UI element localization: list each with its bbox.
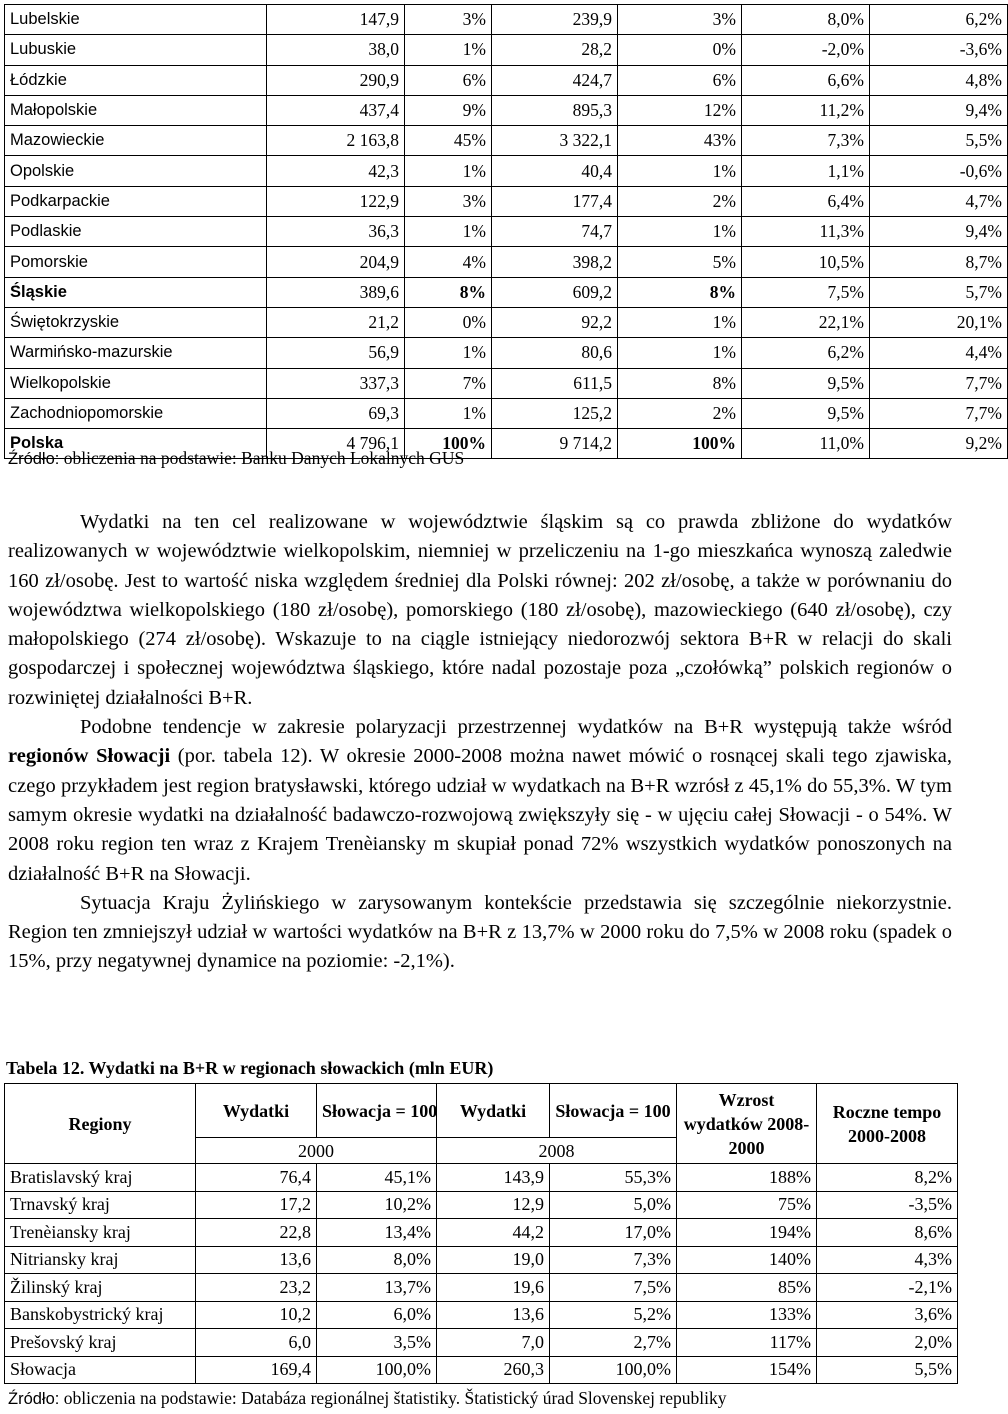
cell-v1: 36,3 [267, 217, 405, 247]
cell-v2: 177,4 [492, 186, 618, 216]
table-row [5, 247, 1008, 277]
cell-g2: 4,4% [870, 338, 1008, 368]
cell-v1: 56,9 [267, 338, 405, 368]
region-name: Małopolskie [5, 95, 267, 125]
table-row [5, 1191, 958, 1219]
cell-w2: 7,0 [437, 1329, 550, 1357]
region-name: Trnavský kraj [5, 1191, 196, 1219]
cell-s1: 4% [405, 247, 492, 277]
region-name: Łódzkie [5, 65, 267, 95]
cell-g2: 9,2% [870, 429, 1008, 459]
cell-p2: 100,0% [550, 1356, 677, 1384]
cell-g1: -2,0% [742, 35, 870, 65]
cell-g1: 9,5% [742, 398, 870, 428]
table-row [5, 35, 1008, 65]
region-name: Lubuskie [5, 35, 267, 65]
table-row [5, 1219, 958, 1247]
region-name: Prešovský kraj [5, 1329, 196, 1357]
cell-g2: 4,8% [870, 65, 1008, 95]
header-slowacja-2000: Słowacja = 100 [317, 1084, 437, 1138]
header-year-2008: 2008 [437, 1138, 677, 1164]
cell-p1: 10,2% [317, 1191, 437, 1219]
region-name: Zachodniopomorskie [5, 398, 267, 428]
cell-s2: 8% [618, 368, 742, 398]
cell-g1: 6,2% [742, 338, 870, 368]
cell-wz: 194% [677, 1219, 817, 1247]
cell-s2: 8% [618, 277, 742, 307]
cell-g1: 10,5% [742, 247, 870, 277]
cell-s1: 100% [405, 429, 492, 459]
cell-w1: 17,2 [196, 1191, 317, 1219]
cell-w2: 12,9 [437, 1191, 550, 1219]
cell-rt: 5,5% [817, 1356, 958, 1384]
region-name: Trenèiansky kraj [5, 1219, 196, 1247]
cell-rt: 4,3% [817, 1246, 958, 1274]
cell-wz: 188% [677, 1164, 817, 1192]
cell-v1: 437,4 [267, 95, 405, 125]
cell-s1: 3% [405, 5, 492, 35]
cell-s1: 1% [405, 398, 492, 428]
cell-rt: -2,1% [817, 1274, 958, 1302]
cell-g1: 8,0% [742, 5, 870, 35]
header-wydatki-2008: Wydatki [437, 1084, 550, 1138]
region-name: Žilinský kraj [5, 1274, 196, 1302]
cell-v2: 92,2 [492, 307, 618, 337]
header-year-2000: 2000 [196, 1138, 437, 1164]
cell-rt: 8,6% [817, 1219, 958, 1247]
cell-p1: 13,7% [317, 1274, 437, 1302]
cell-p2: 55,3% [550, 1164, 677, 1192]
cell-v2: 609,2 [492, 277, 618, 307]
cell-s1: 1% [405, 338, 492, 368]
cell-v1: 122,9 [267, 186, 405, 216]
cell-s2: 1% [618, 217, 742, 247]
cell-s2: 5% [618, 247, 742, 277]
region-name: Lubelskie [5, 5, 267, 35]
cell-s2: 100% [618, 429, 742, 459]
cell-s1: 3% [405, 186, 492, 216]
cell-w1: 22,8 [196, 1219, 317, 1247]
cell-w1: 6,0 [196, 1329, 317, 1357]
cell-v2: 611,5 [492, 368, 618, 398]
region-name: Słowacja [5, 1356, 196, 1384]
cell-wz: 140% [677, 1246, 817, 1274]
cell-p1: 100,0% [317, 1356, 437, 1384]
cell-v1: 4 796,1 [267, 429, 405, 459]
cell-s2: 0% [618, 35, 742, 65]
cell-s2: 6% [618, 65, 742, 95]
cell-s1: 1% [405, 217, 492, 247]
cell-wz: 133% [677, 1301, 817, 1329]
cell-s2: 3% [618, 5, 742, 35]
paragraph-2-end: (por. tabela 12). W okresie 2000-2008 można nawet mówić o rosnącej skali tego zjawiska, czego przykładem jest region bratysławski, którego udział w wydatkach na B+R wzrósł z 45,1% do 55,3%. W tym samym okresie wydatki na działalność badawczo-rozwojową zwiększyły się - w ujęciu całej Słowacji - o 54%. W 2008 roku region ten wraz z Krajem Trenèiansky m skupiał ponad 72% wszystkich wydatków ponoszonych na działalność B+R na Słowacji. [8, 745, 952, 885]
region-name: Banskobystrický kraj [5, 1301, 196, 1329]
table-row [5, 1274, 958, 1302]
table-row [5, 1329, 958, 1357]
cell-wz: 75% [677, 1191, 817, 1219]
region-name: Śląskie [5, 277, 267, 307]
body-text [8, 508, 952, 977]
cell-p2: 7,5% [550, 1274, 677, 1302]
table-row [5, 186, 1008, 216]
cell-g2: -0,6% [870, 156, 1008, 186]
cell-s2: 2% [618, 398, 742, 428]
cell-g1: 11,2% [742, 95, 870, 125]
region-name: Pomorskie [5, 247, 267, 277]
cell-p1: 13,4% [317, 1219, 437, 1247]
cell-g2: 4,7% [870, 186, 1008, 216]
cell-v2: 9 714,2 [492, 429, 618, 459]
cell-g2: 7,7% [870, 368, 1008, 398]
cell-p1: 6,0% [317, 1301, 437, 1329]
cell-g2: 7,7% [870, 398, 1008, 428]
cell-s1: 8% [405, 277, 492, 307]
cell-p2: 17,0% [550, 1219, 677, 1247]
cell-s2: 43% [618, 126, 742, 156]
paragraph-2-start: Podobne tendencje w zakresie polaryzacji przestrzennej wydatków na B+R występują także wśród [80, 716, 952, 739]
table-row [5, 277, 1008, 307]
cell-w1: 13,6 [196, 1246, 317, 1274]
cell-w2: 19,6 [437, 1274, 550, 1302]
cell-v1: 38,0 [267, 35, 405, 65]
header-wydatki-2000: Wydatki [196, 1084, 317, 1138]
cell-rt: 8,2% [817, 1164, 958, 1192]
cell-v2: 398,2 [492, 247, 618, 277]
cell-v1: 42,3 [267, 156, 405, 186]
cell-wz: 154% [677, 1356, 817, 1384]
cell-w1: 169,4 [196, 1356, 317, 1384]
cell-w1: 23,2 [196, 1274, 317, 1302]
cell-g1: 9,5% [742, 368, 870, 398]
region-name: Podkarpackie [5, 186, 267, 216]
region-name: Bratislavský kraj [5, 1164, 196, 1192]
region-name: Świętokrzyskie [5, 307, 267, 337]
cell-g1: 6,6% [742, 65, 870, 95]
cell-g2: -3,6% [870, 35, 1008, 65]
cell-v2: 3 322,1 [492, 126, 618, 156]
table1-source [8, 448, 464, 469]
cell-s1: 1% [405, 156, 492, 186]
cell-g1: 6,4% [742, 186, 870, 216]
source-prefix: Źródło: [8, 450, 60, 468]
cell-p2: 5,0% [550, 1191, 677, 1219]
table2-caption: Tabela 12. Wydatki na B+R w regionach słowackich (mln EUR) [6, 1058, 494, 1078]
cell-s2: 2% [618, 186, 742, 216]
cell-p1: 8,0% [317, 1246, 437, 1274]
cell-v1: 337,3 [267, 368, 405, 398]
cell-g1: 7,5% [742, 277, 870, 307]
table-row [5, 5, 1008, 35]
cell-p2: 7,3% [550, 1246, 677, 1274]
region-name: Polska [5, 429, 267, 459]
cell-w1: 10,2 [196, 1301, 317, 1329]
region-name: Opolskie [5, 156, 267, 186]
cell-s1: 9% [405, 95, 492, 125]
cell-v1: 2 163,8 [267, 126, 405, 156]
header-roczne: Roczne tempo 2000-2008 [817, 1084, 958, 1164]
table-row [5, 217, 1008, 247]
cell-g2: 9,4% [870, 95, 1008, 125]
cell-s2: 12% [618, 95, 742, 125]
table-row [5, 126, 1008, 156]
cell-s1: 0% [405, 307, 492, 337]
table-row [5, 65, 1008, 95]
cell-p1: 45,1% [317, 1164, 437, 1192]
cell-s2: 1% [618, 338, 742, 368]
cell-s1: 45% [405, 126, 492, 156]
table-row [5, 1246, 958, 1274]
cell-w2: 19,0 [437, 1246, 550, 1274]
header-regiony: Regiony [5, 1084, 196, 1164]
cell-g2: 8,7% [870, 247, 1008, 277]
cell-v1: 21,2 [267, 307, 405, 337]
region-name: Nitriansky kraj [5, 1246, 196, 1274]
table-row [5, 1356, 958, 1384]
table-row [5, 368, 1008, 398]
cell-v2: 74,7 [492, 217, 618, 247]
region-name: Warmińsko-mazurskie [5, 338, 267, 368]
cell-g2: 5,5% [870, 126, 1008, 156]
cell-g1: 1,1% [742, 156, 870, 186]
cell-p1: 3,5% [317, 1329, 437, 1357]
cell-v2: 28,2 [492, 35, 618, 65]
cell-rt: -3,5% [817, 1191, 958, 1219]
paragraph-2-bold: regionów Słowacji [8, 745, 171, 768]
cell-g1: 7,3% [742, 126, 870, 156]
source-prefix: Źródło: [8, 1390, 60, 1408]
cell-g2: 20,1% [870, 307, 1008, 337]
cell-rt: 2,0% [817, 1329, 958, 1357]
slovak-regions-table [4, 1083, 958, 1384]
cell-wz: 117% [677, 1329, 817, 1357]
cell-s2: 1% [618, 156, 742, 186]
table-row [5, 338, 1008, 368]
header-wzrost: Wzrost wydatków 2008-2000 [677, 1084, 817, 1164]
cell-v1: 147,9 [267, 5, 405, 35]
cell-v2: 125,2 [492, 398, 618, 428]
cell-v2: 424,7 [492, 65, 618, 95]
cell-w2: 260,3 [437, 1356, 550, 1384]
source-text: obliczenia na podstawie: Databáza regionálnej štatistiky. Štatistický úrad Slovenskej republiky [59, 1388, 727, 1408]
source-text: obliczenia na podstawie: Banku Danych Lokalnych GUS [59, 448, 465, 468]
table-row [5, 398, 1008, 428]
table-row [5, 95, 1008, 125]
paragraph-3: Sytuacja Kraju Żylińskiego w zarysowanym kontekście przedstawia się szczególnie niekorzystnie. Region ten zmniejszył udział w wartości wydatków na B+R z 13,7% w 2000 roku do 7,5% w 2008 roku (spadek o 15%, przy negatywnej dynamice na poziomie: -2,1%). [8, 891, 952, 973]
cell-s2: 1% [618, 307, 742, 337]
cell-rt: 3,6% [817, 1301, 958, 1329]
cell-w1: 76,4 [196, 1164, 317, 1192]
cell-v1: 389,6 [267, 277, 405, 307]
paragraph-2 [8, 713, 952, 889]
cell-s1: 7% [405, 368, 492, 398]
region-name: Mazowieckie [5, 126, 267, 156]
cell-v1: 69,3 [267, 398, 405, 428]
cell-s1: 6% [405, 65, 492, 95]
table-row [5, 307, 1008, 337]
table2-source [8, 1388, 726, 1409]
cell-w2: 143,9 [437, 1164, 550, 1192]
cell-v1: 204,9 [267, 247, 405, 277]
paragraph-1: Wydatki na ten cel realizowane w województwie śląskim są co prawda zbliżone do wydatków realizowanych w województwie wielkopolskim, niemniej w przeliczeniu na 1-go mieszkańca wynoszą zaledwie 160 zł/osobę. Jest to wartość niska względem średniej dla Polski równej: 202 zł/osobę, a także w porównaniu do województwa wielkopolskiego (180 zł/osobę), pomorskiego (180 zł/osobę), mazowieckiego (640 zł/osobę), czy małopolskiego (274 zł/osobę). Wskazuje to na ciągle istniejący niedorozwój sektora B+R w relacji do skali gospodarczej i społecznej województwa śląskiego, które nadal pozostaje poza „czołówką” polskich regionów o rozwiniętej działalności B+R. [8, 511, 952, 709]
cell-wz: 85% [677, 1274, 817, 1302]
table-row [5, 1164, 958, 1192]
cell-v2: 895,3 [492, 95, 618, 125]
voivodeship-table [4, 4, 1008, 459]
cell-g1: 11,0% [742, 429, 870, 459]
cell-w2: 44,2 [437, 1219, 550, 1247]
cell-v2: 80,6 [492, 338, 618, 368]
cell-s1: 1% [405, 35, 492, 65]
cell-v2: 40,4 [492, 156, 618, 186]
cell-g1: 22,1% [742, 307, 870, 337]
region-name: Podlaskie [5, 217, 267, 247]
table-row [5, 1301, 958, 1329]
cell-v2: 239,9 [492, 5, 618, 35]
cell-g2: 5,7% [870, 277, 1008, 307]
header-slowacja-2008: Słowacja = 100 [550, 1084, 677, 1138]
cell-g2: 9,4% [870, 217, 1008, 247]
cell-p2: 2,7% [550, 1329, 677, 1357]
region-name: Wielkopolskie [5, 368, 267, 398]
cell-g2: 6,2% [870, 5, 1008, 35]
cell-v1: 290,9 [267, 65, 405, 95]
cell-p2: 5,2% [550, 1301, 677, 1329]
cell-w2: 13,6 [437, 1301, 550, 1329]
cell-g1: 11,3% [742, 217, 870, 247]
table-row [5, 156, 1008, 186]
